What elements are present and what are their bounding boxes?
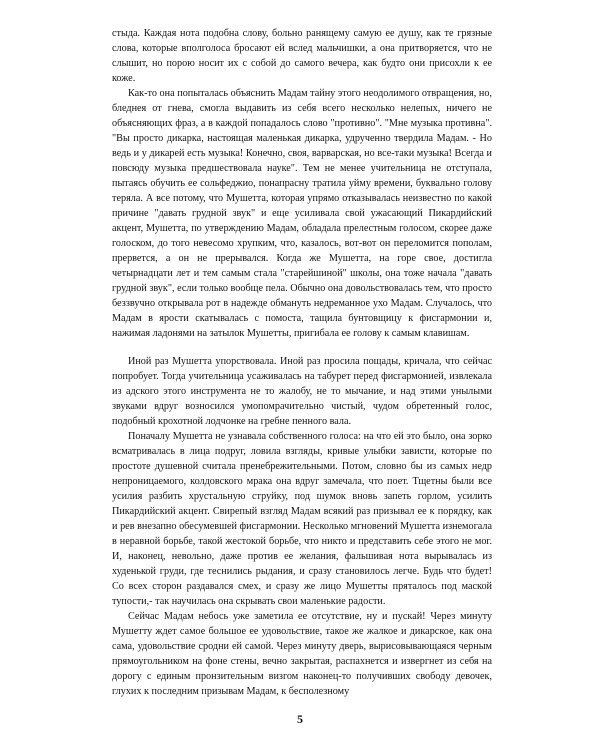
- body-text: [112, 26, 492, 699]
- paragraph-3: Иной раз Мушетта упорствовала. Иной раз просила пощады, кричала, что сейчас попробует. Тогда учительница усаживалась на табурет перед фисгармонией, извлекала из адского этого инструмента не то жалобу, не то мычание, и над этими унылыми звуками вдруг возносился умопомрачительно чистый, чудом обретенный голос, подобный крохотной лодчонке на гребне пенного вала.: [112, 356, 492, 427]
- paragraph-1: стыда. Каждая нота подобна слову, больно ранящему самую ее душу, как те грязные слова, которые вполголоса бросают ей вслед мальчишки, а она притворяется, что не слышит, но порою носит их с собой до самого вечера, как будто они присохли к ее коже.: [112, 28, 492, 84]
- page-number: 5: [297, 712, 303, 726]
- paragraph-4: Поначалу Мушетта не узнавала собственного голоса: на что ей это было, она зорко всматривалась в лица подруг, ловила взгляды, кривые улыбки зависти, которые по простоте душевной считала пренебрежительными. Потом, словно бы из самых недр непроницаемого, колдовского мрака она вдруг замечала, что поет. Тщетны были все усилия разбить хрустальную струйку, под шумок вновь запеть горлом, усилить Пикардийский акцент. Свирепый взгляд Мадам всякий раз призывал ее к порядку, как и рев внезапно обесумевшей фисгармонии. Несколько мгновений Мушетта изнемогала в неравной борьбе, такой жестокой борьбе, что никто и представить себе этого не мог. И, наконец, невольно, даже против ее желания, фальшивая нота вырывалась из худенькой груди, где теснились рыдания, и сразу становилось легче. Будь что будет! Со всех сторон раздавался смех, и сразу же лицо Мушетты пряталось под маской тупости,- так научилась она скрывать свои маленькие радости.: [112, 431, 492, 607]
- paragraph-2: Как-то она попыталась объяснить Мадам тайну этого неодолимого отвращения, но, бледнея от гнева, смогла выдавить из себя всего несколько нелепых, ничего не объясняющих фраз, а в каждой попадалось слово "противно". "Мне музыка противна". "Вы просто дикарка, настоящая маленькая дикарка, удрученно твердила Мадам. - Но ведь и у дикарей есть музыка! Конечно, своя, варварская, но все-таки музыка! Всегда и повсюду музыка предшествовала науке". Тем не менее учительница не отступала, пытаясь обучить ее сольфеджио, понапрасну тратила уйму времени, буквально голову теряла. А все потому, что Мушетта, которая упрямо отказывалась неизвестно по какой причине "давать грудной звук" и еще усиливала свой ужасающий Пикардийский акцент, Мушетта, по утверждению Мадам, обладала прелестным голосом, скорее даже голоском, до того невесомо хрупким, что, казалось, вот-вот он переломится пополам, прервется, а он не прерывался. Когда же Мушетта, на горе свое, достигла четырнадцати лет и тем самым стала "старейшиной" школы, она тоже начала "давать грудной звук", если только вообще пела. Обычно она довольствовалась тем, что просто беззвучно открывала рот в надежде обмануть недреманное ухо Мадам. Случалось, что Мадам в ярости скатывалась с помоста, тащила бунтовщицу к фисгармонии и, нажимая ладонями на затылок Мушетты, пригибала ее голову к самым клавишам.: [112, 88, 493, 339]
- paragraph-5: Сейчас Мадам небось уже заметила ее отсутствие, ну и пускай! Через минуту Мушетту ждет самое большое ее удовольствие, такое же жалкое и дикарское, как она сама, удовольствие сродни ей самой. Через минуту дверь, вырисовывающаяся черным прямоугольником на фоне стены, вечно закрытая, распахнется и извергнет из себя на дорогу с единым пронзительным визгом наконец-то получивших свободу девочек, глухих к последним призывам Мадам, к бесполезному: [112, 611, 492, 697]
